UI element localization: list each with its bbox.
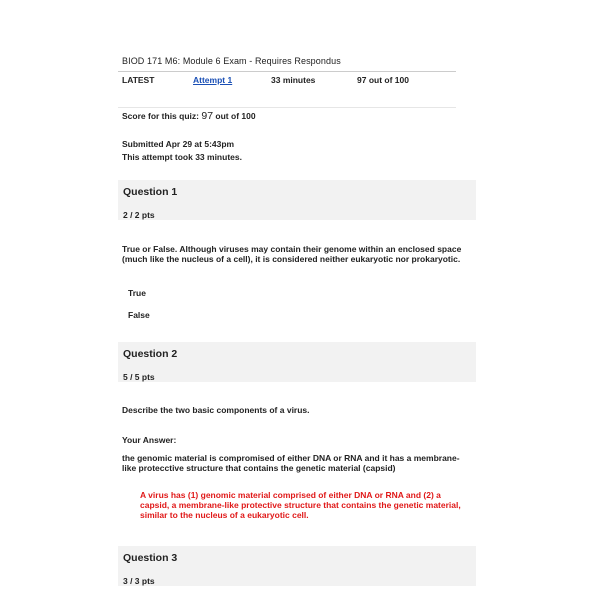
score-suffix: out of 100 bbox=[215, 111, 256, 121]
attempt-score: 97 out of 100 bbox=[357, 75, 409, 85]
your-answer-text: the genomic material is compromised of either DNA or RNA and it has a membrane-like protecctive structure that contains the genetic material (capsid) bbox=[122, 453, 460, 473]
submitted-time: Submitted Apr 29 at 5:43pm bbox=[122, 139, 235, 149]
attempt-link[interactable]: Attempt 1 bbox=[193, 75, 233, 85]
quiz-title: BIOD 171 M6: Module 6 Exam - Requires Respondus bbox=[122, 56, 341, 66]
question-points: 3 / 3 pts bbox=[123, 576, 155, 586]
correct-answer-text: A virus has (1) genomic material comprised of either DNA or RNA and (2) a capsid, a membrane-like protective structure that contains the genetic material, similar to the nucleus of a eukaryotic cell. bbox=[140, 490, 461, 520]
question-title: Question 3 bbox=[123, 552, 178, 564]
header-divider-bottom bbox=[118, 107, 456, 108]
header-divider-top bbox=[118, 71, 456, 72]
attempt-duration: 33 minutes bbox=[271, 75, 316, 85]
score-value: 97 bbox=[201, 110, 214, 122]
question-points: 2 / 2 pts bbox=[123, 210, 155, 220]
answer-option-false: False bbox=[128, 310, 150, 320]
your-answer-label: Your Answer: bbox=[122, 435, 177, 445]
quiz-score bbox=[122, 110, 256, 122]
question-3-header bbox=[118, 546, 476, 586]
question-title: Question 2 bbox=[123, 348, 178, 360]
question-title: Question 1 bbox=[123, 186, 178, 198]
answer-option-true: True bbox=[128, 288, 146, 298]
question-points: 5 / 5 pts bbox=[123, 372, 155, 382]
question-2-header bbox=[118, 342, 476, 382]
question-1-header bbox=[118, 180, 476, 220]
question-2-text: Describe the two basic components of a virus. bbox=[122, 405, 310, 415]
attempt-time: This attempt took 33 minutes. bbox=[122, 152, 242, 162]
attempt-status: LATEST bbox=[122, 75, 155, 85]
score-label: Score for this quiz: bbox=[122, 111, 199, 121]
question-1-text: True or False. Although viruses may contain their genome within an enclosed space (much like the nucleus of a cell), it is considered neither eukaryotic nor prokaryotic. bbox=[122, 244, 462, 264]
